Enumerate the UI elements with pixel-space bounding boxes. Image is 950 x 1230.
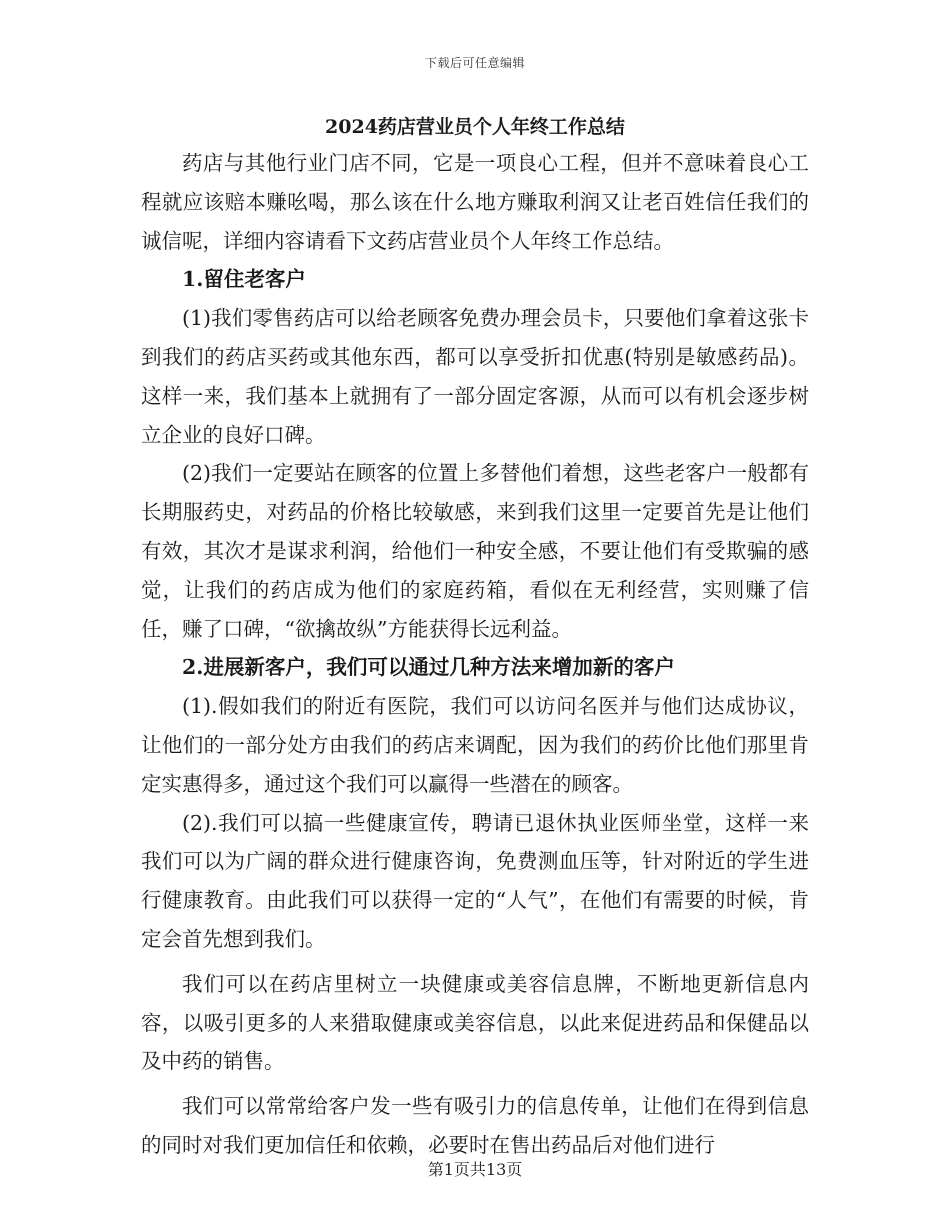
page-number-footer: 第1页共13页 [427, 1160, 523, 1179]
paragraph: (2).我们可以搞一些健康宣传，聘请已退休执业医师坐堂，这样一来我们可以为广阔的群众进行健康咨询，免费测血压等，针对附近的学生进行健康教育。由此我们可以获得一定的“人气”，在他们有需要的时候，肯定会首先想到我们。 [141, 810, 809, 951]
paragraph: (1)我们零售药店可以给老顾客免费办理会员卡，只要他们拿着这张卡到我们的药店买药或其他东西，都可以享受折扣优惠(特别是敏感药品)。这样一来，我们基本上就拥有了一部分固定客源，从而可以有机会逐步树立企业的良好口碑。 [141, 306, 809, 447]
header-note: 下载后可任意编辑 [424, 56, 525, 70]
paragraph: 我们可以在药店里树立一块健康或美容信息牌，不断地更新信息内容，以吸引更多的人来猎取健康或美容信息，以此来促进药品和保健品以及中药的销售。 [141, 971, 809, 1074]
document-body [141, 112, 809, 1165]
paragraph: 我们可以常常给客户发一些有吸引力的信息传单，让他们在得到信息的同时对我们更加信任和依赖，必要时在售出药品后对他们进行 [141, 1094, 809, 1157]
section-heading-retain-customers: 1.留住老客户 [182, 267, 306, 292]
paragraph: (2)我们一定要站在顾客的位置上多替他们着想，这些老客户一般都有长期服药史，对药品的价格比较敏感，来到我们这里一定要首先是让他们有效，其次才是谋求利润，给他们一种安全感，不要让他们有受欺骗的感觉，让我们的药店成为他们的家庭药箱，看似在无利经营，实则赚了信任，赚了口碑，“欲擒故纵”方能获得长远利益。 [141, 461, 809, 641]
intro-paragraph: 药店与其他行业门店不同，它是一项良心工程，但并不意味着良心工程就应该赔本赚吆喝，那么该在什么地方赚取利润又让老百姓信任我们的诚信呢，详细内容请看下文药店营业员个人年终工作总结。 [141, 151, 809, 253]
section-heading-new-customers: 2.进展新客户，我们可以通过几种方法来增加新的客户 [182, 655, 675, 680]
paragraph: (1).假如我们的附近有医院，我们可以访问名医并与他们达成协议，让他们的一部分处方由我们的药店来调配，因为我们的药价比他们那里肯定实惠得多，通过这个我们可以赢得一些潜在的顾客。 [141, 694, 809, 796]
document-title: 2024药店营业员个人年终工作总结 [325, 116, 625, 138]
